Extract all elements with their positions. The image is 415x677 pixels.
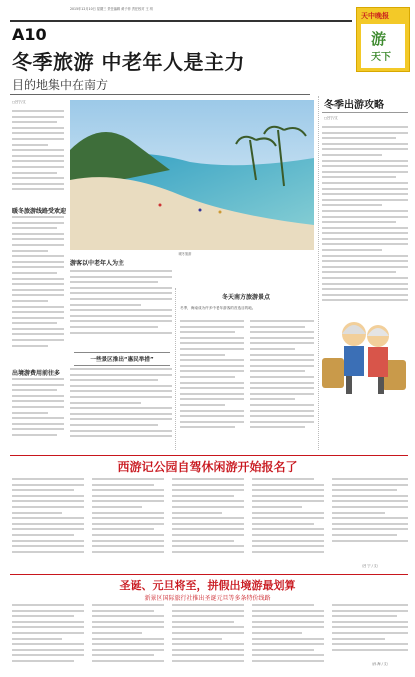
roadtrip-col-2 <box>92 478 164 574</box>
roadtrip-col-1 <box>12 478 84 574</box>
side-headline: 冬季出游攻略 <box>324 100 384 111</box>
elderly-couple-illustration <box>322 310 408 400</box>
main-text-column-4 <box>70 270 172 350</box>
main-text-column-5 <box>70 368 172 450</box>
main-text-column-3 <box>12 378 64 450</box>
roadtrip-byline: （吕 宁 / 文） <box>360 564 381 568</box>
side-byline: □吕宁/文 <box>324 116 338 120</box>
heading-outbound: 出境游费用前往多 <box>12 370 61 377</box>
heading-discount: 一些景区推出“惠民举措” <box>74 352 170 366</box>
roadtrip-col-4 <box>252 478 324 574</box>
outbound-headline: 圣诞、元旦将至，拼假出境游最划算 <box>119 579 296 592</box>
heading-elderly-tourists: 游客以中老年人为主 <box>70 260 125 267</box>
outbound-subtitle: 新景区国际旅行社推出圣诞元旦等多条特价线路 <box>144 595 271 602</box>
roadtrip-headline: 西游记公园自驾休闲游开始报名了 <box>117 460 298 474</box>
roadtrip-col-5 <box>332 478 408 562</box>
outbound-byline: （孙 海 / 文） <box>370 662 391 666</box>
section-code: A10 <box>12 25 47 44</box>
side-text-column <box>322 126 408 306</box>
logo-sub-text: 天下 <box>371 52 391 63</box>
main-text-column-2 <box>12 216 64 366</box>
main-headline: 冬季旅游 中老年人是主力 <box>12 50 245 74</box>
main-text-column-1 <box>12 110 64 202</box>
outbound-col-2 <box>92 604 164 670</box>
south-destinations-lead: 冬季，海南成为许多中老年游客的首选目的地。 <box>180 306 256 310</box>
south-text-column-1 <box>180 320 244 450</box>
main-subtitle: 目的地集中在南方 <box>12 78 109 92</box>
outbound-col-5 <box>332 604 408 660</box>
south-destinations-title: 冬天南方旅游景点 <box>221 294 270 301</box>
roadtrip-col-3 <box>172 478 244 574</box>
south-text-column-2 <box>250 320 314 450</box>
column-logo <box>356 7 410 72</box>
heading-warm-routes: 暖冬旅游线路受欢迎 <box>12 208 67 215</box>
logo-main-text: 游 <box>371 30 387 48</box>
logo-top-text: 天中晚报 <box>361 12 389 20</box>
masthead-rule <box>10 20 352 22</box>
issue-meta: 2015年12月10日 星期三 责任编辑 黄子菲 责任校对 王 玥 <box>70 7 153 11</box>
outbound-col-4 <box>252 604 324 670</box>
outbound-col-3 <box>172 604 244 670</box>
beach-photo <box>70 100 314 250</box>
main-byline: □吕宁/文 <box>12 100 26 104</box>
photo-caption: 暖冬旅游 <box>178 252 192 256</box>
outbound-col-1 <box>12 604 84 670</box>
